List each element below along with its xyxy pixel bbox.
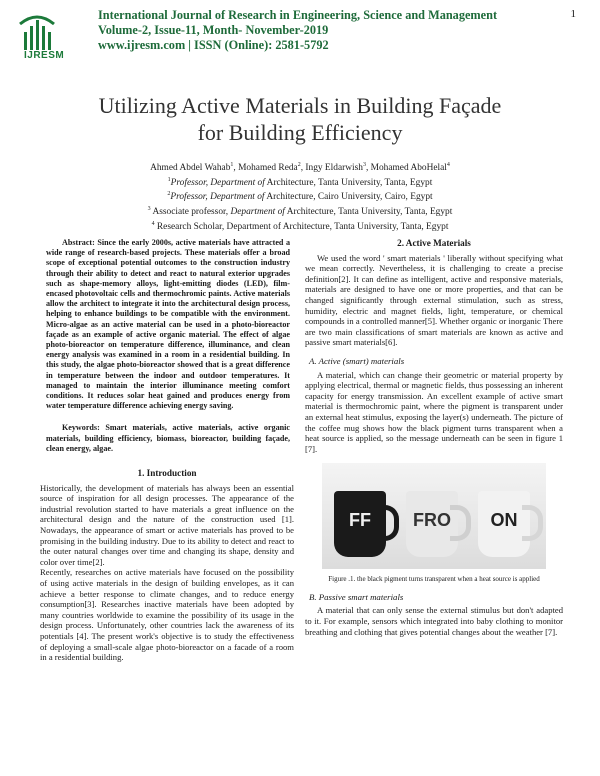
journal-header bbox=[18, 8, 582, 66]
left-column bbox=[40, 238, 294, 663]
mug-transition bbox=[406, 491, 458, 557]
mug-white bbox=[478, 491, 530, 557]
subsection-heading-active: A. Active (smart) materials bbox=[309, 355, 405, 366]
affiliation-pre: Associate professor, bbox=[150, 207, 231, 218]
title-line-2: for Building Efficiency bbox=[197, 120, 403, 145]
mug-word: FF bbox=[349, 510, 371, 531]
subsection-heading-passive: B. Passive smart materials bbox=[309, 591, 404, 602]
mug-word: FRO bbox=[413, 510, 451, 531]
affiliation-2 bbox=[0, 189, 600, 204]
intro-paragraph-1: Historically, the development of materials has always been an essential source of inspiration for all design processes. The appearance of the industrial revolution started to have materials a great influence on the architectural design and the nature of the construction used [1]. Nowadays, the appearance of smart or active materials has proved to be promising in the building industry. Due to its ability to detect and react to the outer natural changes over time and changing its shape, density and color over time[2]. bbox=[40, 482, 294, 567]
affiliation-3 bbox=[0, 204, 600, 219]
author-name: Mohamed Reda bbox=[238, 163, 298, 174]
section-heading-introduction: 1. Introduction bbox=[137, 468, 197, 479]
logo-text: IJRESM bbox=[24, 50, 65, 61]
journal-web: www.ijresm.com | ISSN (Online): 2581-5792 bbox=[98, 38, 329, 52]
author-sup: 2 bbox=[297, 162, 301, 168]
keywords: Keywords: Smart materials, active materials, active organic materials, building efficiency, biomass, bioreactor, building façade, clean energy, algae. bbox=[46, 423, 290, 453]
affiliation-role: Professor, Department of bbox=[170, 177, 265, 188]
affiliation-role: Department of bbox=[230, 207, 285, 218]
active-paragraph-1: We used the word ' smart materials ' liberally without specifying what we mean correctly. Nevertheless, it is challenging to create a precise definition[2]. It can define as intelligent, active and responsive materials, materials are designed to have one or more properties, and that can be changed significantly through external stimulation, such as stress, humidity, electric and magnet fields, light, temperature, or chemical compounds in a controlled manner[5]. Whether organic or inorganic There are two main classifications of smart materials are known as active and passive smart materials[6]. bbox=[305, 252, 563, 348]
figure-coffee-mugs bbox=[322, 463, 546, 569]
journal-name: International Journal of Research in Engineering, Science and Management bbox=[98, 8, 498, 22]
mug-black bbox=[334, 491, 386, 557]
author-names: Ahmed Abdel Wahab$^1$, Mohamed Reda$^2$, Ingy Eldarwish$^3$, Mohamed AboHelal$^4$ bbox=[150, 162, 450, 174]
author-name: Ahmed Abdel Wahab bbox=[150, 163, 231, 174]
affiliation-sup: 1 bbox=[167, 176, 171, 183]
mug-word: ON bbox=[490, 510, 518, 531]
author-block bbox=[0, 160, 600, 234]
passive-paragraph: A material that can only sense the external stimulus but don't adapted to it. For example, sensors which integrated into baby clothing to monitor breathing and clothing that gives potential changes about the weather [7]. bbox=[305, 605, 563, 637]
affiliation-rest: Architecture, Tanta University, Tanta, Egypt bbox=[284, 207, 453, 218]
figure-caption: Figure .1. the black pigment turns transparent when a heat source is applied bbox=[328, 575, 540, 584]
author-sup: 1 bbox=[230, 162, 234, 168]
paper-title bbox=[0, 92, 600, 146]
affiliation-pre: Research Scholar, Department of Architecture, Tanta University, Tanta, Egypt bbox=[154, 222, 449, 232]
title-line-1: Utilizing Active Materials in Building Façade bbox=[98, 93, 502, 118]
journal-info bbox=[98, 8, 497, 53]
author-sup: 3 bbox=[362, 162, 366, 168]
affiliation-role: Professor, Department of bbox=[170, 192, 265, 203]
section-heading-active-materials: 2. Active Materials bbox=[397, 238, 471, 248]
intro-paragraph-2: Recently, researches on active materials have focused on the possibility of using active materials in the design of building envelopes, as it can achieve a better response to climate changes, and to reduce energy consumption[3]. Researches inactive materials have been adopted by many countries worldwide to examine the possibility of its usage in the design process. Unfortunately, other countries lack the awareness of its potentials [4]. The present work's objective is to study the effectiveness of deploying a small-scale algae photo-bioreactor on a facade of a room in a residential building. bbox=[40, 567, 294, 663]
affiliation-rest: Architecture, Cairo University, Cairo, Egypt bbox=[264, 192, 433, 203]
author-name: Mohamed AboHelal bbox=[370, 163, 447, 174]
affiliation-4 bbox=[0, 219, 600, 234]
author-sup: 4 bbox=[446, 162, 450, 168]
affiliation-rest: Architecture, Tanta University, Tanta, Egypt bbox=[264, 177, 433, 188]
author-name: Ingy Eldarwish bbox=[305, 163, 363, 174]
affiliation-sup: 3 bbox=[147, 206, 151, 213]
right-column bbox=[305, 238, 563, 637]
affiliation-sup: 2 bbox=[167, 191, 171, 198]
page-number: 1 bbox=[570, 8, 576, 20]
journal-volume: Volume-2, Issue-11, Month- November-2019 bbox=[98, 23, 329, 37]
active-paragraph-2: A material, which can change their geometric or material property by applying electrical, thermal or magnetic fields, thus possessing an inherent capacity for energy transmission. An excellent example of active smart material is thermochromic paint, where the pigment is transparent under an external heat stimulus, exposing the layer(s) underneath. The picture of the coffee mug shows how the black pigment turns transparent when a heat source is applied, so the message underneath can be seen in figure 1 [7]. bbox=[305, 369, 563, 454]
abstract: Abstract: Since the early 2000s, active materials have attracted a wide range of research-based projects. These materials offer a broad scope of exceptional potential outcomes to the construction industry through their ability to detect and react to natural exterior upgrades such as shape-memory alloys, light-emitting diodes (LED), film-encased photovoltaic cells and thermochromic paints. Active materials allow the architect to integrate it into the architectural design process, helping to enhance buildings to be compatible with the environment. Micro-algae as an active material can be used in a photo-bioreactor façade as an example of active organic material. The effect of algae photo-bioreactor on temperature difference, illuminance, and clean energy analysis was examined in a room in a residential building. In this study, the algae photo-bioreactor showed that is a great difference in temperature between the indoor and outdoor temperatures. It managed to maintain the interior illuminance meeting comfort conditions. It reduces solar heat gained and produces energy from water temperature difference achieving energy saving. bbox=[46, 238, 290, 411]
affiliation-sup: 4 bbox=[151, 220, 155, 227]
affiliation-1 bbox=[0, 175, 600, 190]
